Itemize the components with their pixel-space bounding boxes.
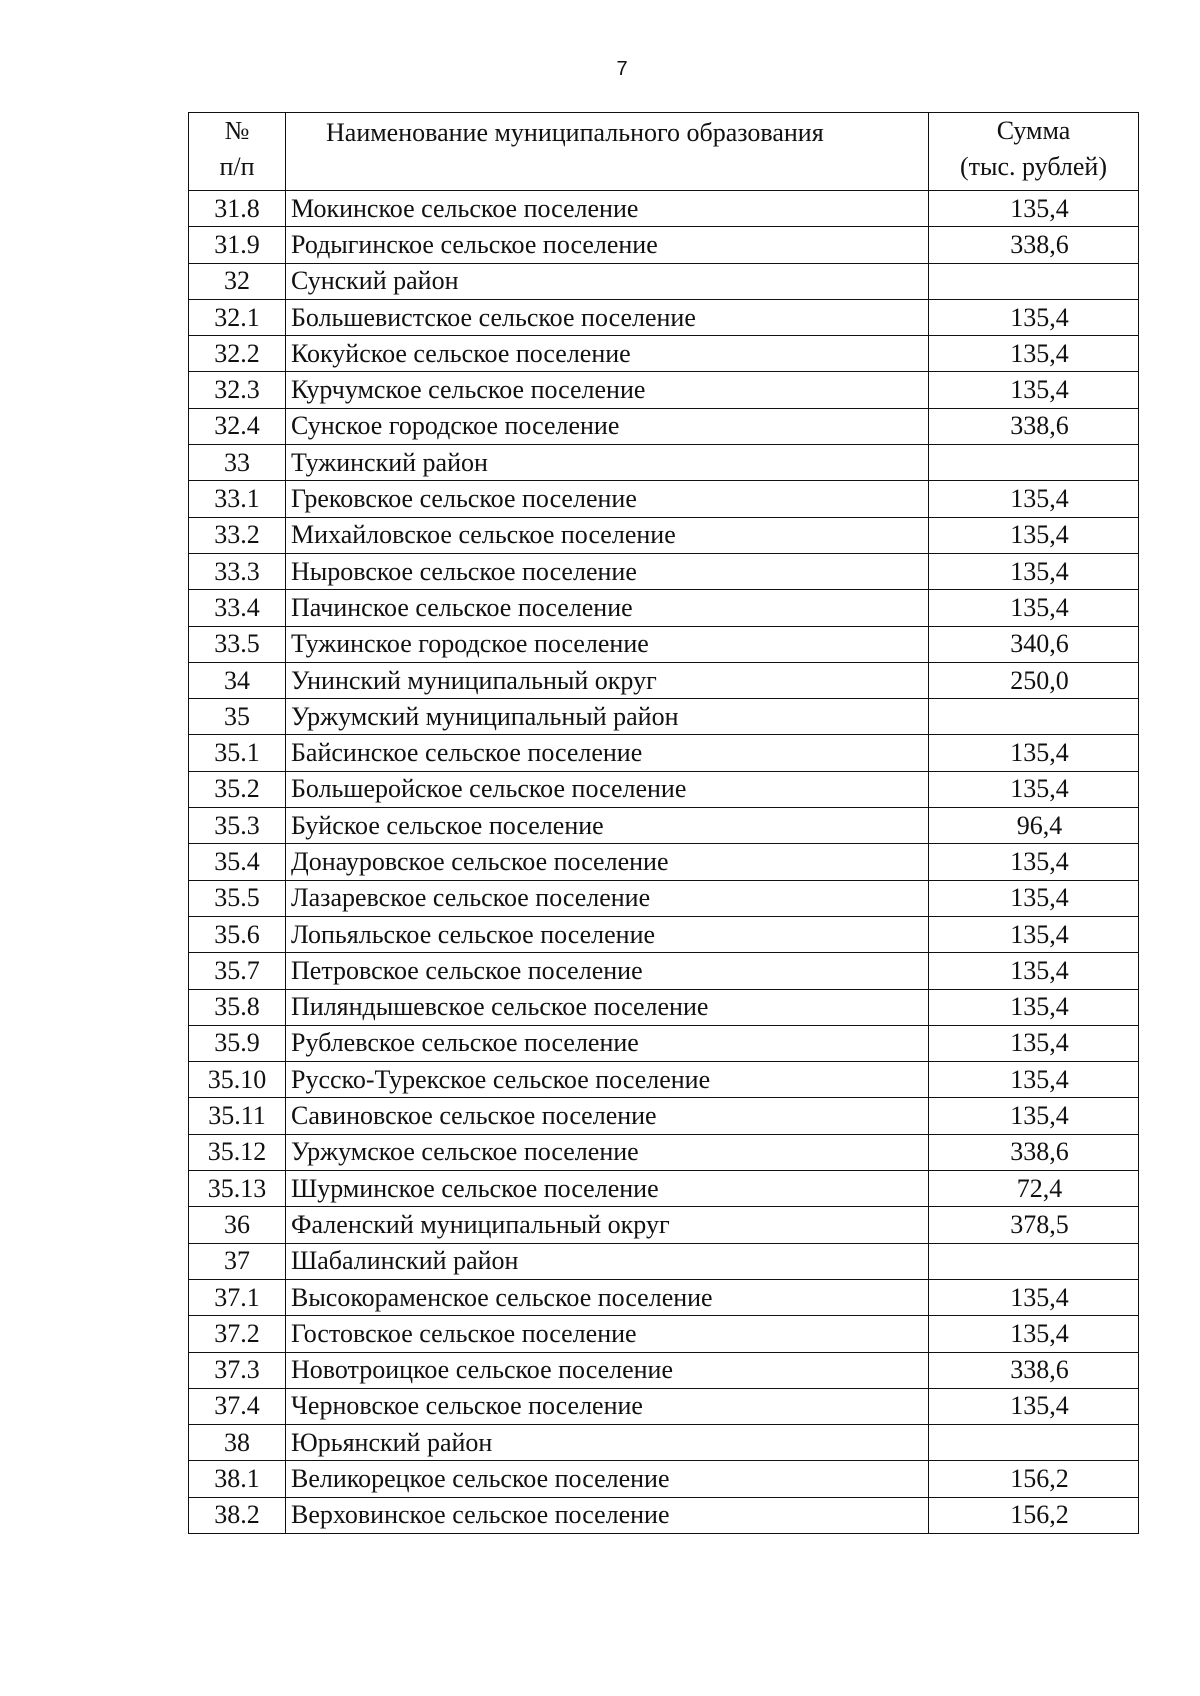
municipality-name-cell: Верховинское сельское поселение (286, 1497, 929, 1533)
amount-cell: 135,4 (929, 735, 1139, 771)
amount-cell: 135,4 (929, 481, 1139, 517)
table-row (189, 1461, 1139, 1497)
row-number-cell: 33.2 (189, 517, 286, 553)
amount-cell: 338,6 (929, 408, 1139, 444)
row-number-cell: 34 (189, 662, 286, 698)
amount-cell: 135,4 (929, 880, 1139, 916)
table-row (189, 553, 1139, 589)
amount-cell: 135,4 (929, 191, 1139, 227)
amount-cell: 340,6 (929, 626, 1139, 662)
row-number-cell: 33.4 (189, 590, 286, 626)
municipality-name-cell: Уржумский муниципальный район (286, 699, 929, 735)
table-row (189, 1207, 1139, 1243)
amount-cell (929, 1243, 1139, 1279)
row-number-cell: 35.12 (189, 1134, 286, 1170)
table-row (189, 662, 1139, 698)
header-sum-column (929, 113, 1139, 191)
table-row (189, 771, 1139, 807)
row-number-cell: 35.6 (189, 916, 286, 952)
municipality-name-cell: Шабалинский район (286, 1243, 929, 1279)
amount-cell: 135,4 (929, 1388, 1139, 1424)
table-row (189, 989, 1139, 1025)
row-number-cell: 33.5 (189, 626, 286, 662)
amount-cell: 135,4 (929, 844, 1139, 880)
table-row (189, 590, 1139, 626)
row-number-cell: 38 (189, 1425, 286, 1461)
amount-cell: 135,4 (929, 1098, 1139, 1134)
table-row (189, 191, 1139, 227)
amount-cell: 135,4 (929, 1025, 1139, 1061)
row-number-cell: 32.3 (189, 372, 286, 408)
row-number-cell: 31.9 (189, 227, 286, 263)
municipality-name-cell: Унинский муниципальный округ (286, 662, 929, 698)
municipality-name-cell: Байсинское сельское поселение (286, 735, 929, 771)
municipality-name-cell: Уржумское сельское поселение (286, 1134, 929, 1170)
amount-cell: 338,6 (929, 1352, 1139, 1388)
municipality-name-cell: Пиляндышевское сельское поселение (286, 989, 929, 1025)
amount-cell: 135,4 (929, 1062, 1139, 1098)
amount-cell: 135,4 (929, 1316, 1139, 1352)
header-number-line2: п/п (219, 152, 255, 181)
row-number-cell: 35.7 (189, 953, 286, 989)
table-row (189, 1062, 1139, 1098)
municipality-name-cell: Пачинское сельское поселение (286, 590, 929, 626)
amount-cell: 156,2 (929, 1497, 1139, 1533)
amount-cell (929, 1425, 1139, 1461)
row-number-cell: 35.9 (189, 1025, 286, 1061)
table-row (189, 517, 1139, 553)
table-row (189, 1134, 1139, 1170)
amount-cell (929, 263, 1139, 299)
amount-cell: 96,4 (929, 808, 1139, 844)
amount-cell: 135,4 (929, 553, 1139, 589)
amount-cell: 135,4 (929, 517, 1139, 553)
municipality-name-cell: Сунский район (286, 263, 929, 299)
row-number-cell: 35 (189, 699, 286, 735)
header-name-label: Наименование муниципального образования (326, 118, 824, 147)
table-row (189, 481, 1139, 517)
municipality-name-cell: Русско-Турекское сельское поселение (286, 1062, 929, 1098)
amount-cell: 135,4 (929, 989, 1139, 1025)
amount-cell: 72,4 (929, 1171, 1139, 1207)
amount-cell: 135,4 (929, 336, 1139, 372)
page-number: 7 (616, 58, 628, 80)
row-number-cell: 37 (189, 1243, 286, 1279)
municipality-name-cell: Большевистское сельское поселение (286, 299, 929, 335)
amount-cell: 135,4 (929, 916, 1139, 952)
amount-cell: 135,4 (929, 1279, 1139, 1315)
table-row (189, 372, 1139, 408)
row-number-cell: 37.2 (189, 1316, 286, 1352)
amount-cell: 250,0 (929, 662, 1139, 698)
table-row (189, 1388, 1139, 1424)
row-number-cell: 32.2 (189, 336, 286, 372)
municipality-name-cell: Грековское сельское поселение (286, 481, 929, 517)
table-row (189, 445, 1139, 481)
row-number-cell: 35.13 (189, 1171, 286, 1207)
municipality-name-cell: Шурминское сельское поселение (286, 1171, 929, 1207)
table-row (189, 880, 1139, 916)
table-row (189, 626, 1139, 662)
row-number-cell: 35.5 (189, 880, 286, 916)
row-number-cell: 38.1 (189, 1461, 286, 1497)
table-row (189, 1316, 1139, 1352)
table-row (189, 808, 1139, 844)
row-number-cell: 33.1 (189, 481, 286, 517)
row-number-cell: 32.1 (189, 299, 286, 335)
municipality-name-cell: Юрьянский район (286, 1425, 929, 1461)
amount-cell: 135,4 (929, 590, 1139, 626)
table-row (189, 699, 1139, 735)
row-number-cell: 37.3 (189, 1352, 286, 1388)
amount-cell: 135,4 (929, 953, 1139, 989)
municipality-name-cell: Михайловское сельское поселение (286, 517, 929, 553)
table-row (189, 227, 1139, 263)
header-number-line1: № (224, 116, 250, 145)
municipality-name-cell: Ныровское сельское поселение (286, 553, 929, 589)
table-row (189, 1497, 1139, 1533)
row-number-cell: 33 (189, 445, 286, 481)
amount-cell: 135,4 (929, 372, 1139, 408)
row-number-cell: 35.11 (189, 1098, 286, 1134)
amount-cell: 156,2 (929, 1461, 1139, 1497)
municipality-name-cell: Петровское сельское поселение (286, 953, 929, 989)
row-number-cell: 35.1 (189, 735, 286, 771)
table-row (189, 1025, 1139, 1061)
table-row (189, 1352, 1139, 1388)
municipality-name-cell: Высокораменское сельское поселение (286, 1279, 929, 1315)
table-row (189, 953, 1139, 989)
header-sum-line2: (тыс. рублей) (959, 152, 1107, 181)
municipality-name-cell: Родыгинское сельское поселение (286, 227, 929, 263)
amount-cell: 135,4 (929, 771, 1139, 807)
header-name-column (286, 113, 929, 191)
table-row (189, 299, 1139, 335)
row-number-cell: 35.8 (189, 989, 286, 1025)
row-number-cell: 37.4 (189, 1388, 286, 1424)
amount-cell: 338,6 (929, 1134, 1139, 1170)
table-row (189, 1279, 1139, 1315)
header-row (189, 113, 1139, 191)
municipality-name-cell: Буйское сельское поселение (286, 808, 929, 844)
municipality-name-cell: Лазаревское сельское поселение (286, 880, 929, 916)
municipality-name-cell: Курчумское сельское поселение (286, 372, 929, 408)
row-number-cell: 33.3 (189, 553, 286, 589)
municipality-name-cell: Мокинское сельское поселение (286, 191, 929, 227)
row-number-cell: 35.3 (189, 808, 286, 844)
row-number-cell: 37.1 (189, 1279, 286, 1315)
row-number-cell: 32.4 (189, 408, 286, 444)
table-row (189, 1425, 1139, 1461)
municipality-name-cell: Гостовское сельское поселение (286, 1316, 929, 1352)
allocation-table (188, 112, 1139, 1534)
municipality-name-cell: Фаленский муниципальный округ (286, 1207, 929, 1243)
table-row (189, 1171, 1139, 1207)
table-body (189, 191, 1139, 1534)
header-number-column (189, 113, 286, 191)
table-header (189, 113, 1139, 191)
municipality-name-cell: Донауровское сельское поселение (286, 844, 929, 880)
table-row (189, 1098, 1139, 1134)
municipality-name-cell: Великорецкое сельское поселение (286, 1461, 929, 1497)
municipality-name-cell: Кокуйское сельское поселение (286, 336, 929, 372)
amount-cell (929, 699, 1139, 735)
municipality-name-cell: Черновское сельское поселение (286, 1388, 929, 1424)
municipality-name-cell: Тужинское городское поселение (286, 626, 929, 662)
table-row (189, 1243, 1139, 1279)
header-sum-line1: Сумма (996, 116, 1071, 145)
municipality-name-cell: Сунское городское поселение (286, 408, 929, 444)
amount-cell: 338,6 (929, 227, 1139, 263)
municipality-name-cell: Рублевское сельское поселение (286, 1025, 929, 1061)
municipality-name-cell: Большеройское сельское поселение (286, 771, 929, 807)
table-row (189, 336, 1139, 372)
allocation-table-container (188, 112, 1138, 1534)
table-row (189, 408, 1139, 444)
row-number-cell: 32 (189, 263, 286, 299)
table-row (189, 735, 1139, 771)
amount-cell: 378,5 (929, 1207, 1139, 1243)
table-row (189, 844, 1139, 880)
row-number-cell: 35.2 (189, 771, 286, 807)
table-row (189, 263, 1139, 299)
municipality-name-cell: Новотроицкое сельское поселение (286, 1352, 929, 1388)
row-number-cell: 35.4 (189, 844, 286, 880)
row-number-cell: 38.2 (189, 1497, 286, 1533)
amount-cell: 135,4 (929, 299, 1139, 335)
table-row (189, 916, 1139, 952)
row-number-cell: 31.8 (189, 191, 286, 227)
amount-cell (929, 445, 1139, 481)
row-number-cell: 36 (189, 1207, 286, 1243)
row-number-cell: 35.10 (189, 1062, 286, 1098)
municipality-name-cell: Тужинский район (286, 445, 929, 481)
municipality-name-cell: Савиновское сельское поселение (286, 1098, 929, 1134)
municipality-name-cell: Лопьяльское сельское поселение (286, 916, 929, 952)
